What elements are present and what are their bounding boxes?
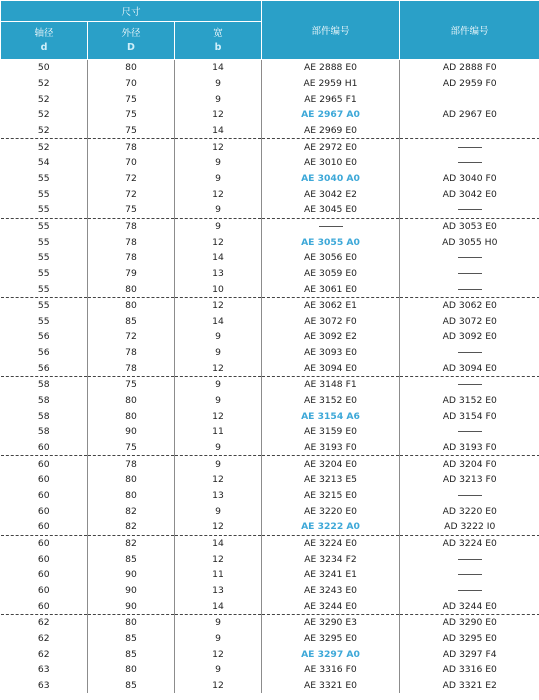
shaft-diameter-symbol: d — [40, 41, 48, 53]
table-row — [1, 598, 539, 614]
width-cell: 9 — [175, 393, 262, 409]
table-row — [1, 139, 539, 155]
ad-part-number-cell: AD 3295 E0 — [400, 631, 539, 647]
ae-part-number-cell: AE 3092 E2 — [262, 329, 400, 345]
ae-part-number-cell: AE 3010 E0 — [262, 155, 400, 171]
outer-diameter-cell: 80 — [88, 472, 175, 488]
table-row — [1, 234, 539, 250]
outer-diameter-cell: 80 — [88, 393, 175, 409]
shaft-diameter-cell: 58 — [37, 379, 50, 391]
dash-placeholder — [458, 147, 482, 148]
shaft-diameter-cell: 56 — [37, 331, 50, 343]
dimensions-header: 尺寸 — [1, 1, 262, 22]
table-row — [1, 583, 539, 599]
outer-diameter-header — [88, 22, 175, 60]
ae-part-number-cell: AE 3159 E0 — [262, 424, 400, 440]
table-row — [1, 631, 539, 647]
ad-part-number-cell — [400, 567, 539, 583]
table-row — [1, 76, 539, 92]
shaft-diameter-cell: 60 — [1, 440, 88, 456]
shaft-diameter-cell: 62 — [37, 632, 50, 644]
ad-part-number-cell — [400, 266, 539, 282]
width-cell: 13 — [175, 488, 262, 504]
shaft-diameter-cell: 63 — [37, 679, 50, 691]
table-row — [1, 171, 539, 187]
width-cell: 10 — [175, 281, 262, 297]
table-row — [1, 377, 539, 393]
table-row — [1, 551, 539, 567]
table-row — [1, 567, 539, 583]
ad-part-number-cell: AD 3152 E0 — [400, 393, 539, 409]
width-cell: 9 — [175, 503, 262, 519]
shaft-diameter-cell: 60 — [37, 584, 50, 596]
shaft-diameter-cell: 60 — [37, 458, 50, 470]
shaft-diameter-cell: 56 — [1, 360, 88, 376]
ae-part-number-cell: AE 2959 H1 — [262, 76, 400, 92]
shaft-diameter-cell: 62 — [37, 648, 50, 660]
ae-part-number-cell: AE 3042 E2 — [262, 186, 400, 202]
outer-diameter-cell: 75 — [88, 107, 175, 123]
table-row — [1, 472, 539, 488]
ae-part-number-cell: AE 3213 E5 — [262, 472, 400, 488]
width-cell: 9 — [175, 377, 262, 393]
ad-part-number-cell: AD 2967 E0 — [400, 107, 539, 123]
table-row — [1, 107, 539, 123]
ae-part-number-cell: AE 3093 E0 — [262, 345, 400, 361]
ae-part-number-cell: AE 3204 E0 — [262, 456, 400, 472]
shaft-diameter-label: 轴径 — [34, 27, 54, 39]
outer-diameter-cell: 78 — [88, 139, 175, 155]
ae-part-number-cell: AE 2969 E0 — [262, 123, 400, 139]
width-cell: 9 — [175, 155, 262, 171]
outer-diameter-cell: 75 — [88, 123, 175, 139]
width-symbol: b — [214, 41, 222, 53]
outer-diameter-cell: 80 — [88, 281, 175, 297]
shaft-diameter-cell: 58 — [37, 410, 50, 422]
table-row — [1, 297, 539, 313]
ad-part-number-cell — [400, 139, 539, 155]
width-cell: 12 — [175, 472, 262, 488]
shaft-diameter-cell: 60 — [37, 569, 50, 581]
width-cell: 9 — [175, 202, 262, 218]
ae-part-number-cell: AE 3234 F2 — [262, 551, 400, 567]
ad-part-number-cell — [400, 202, 539, 218]
table-row — [1, 678, 539, 694]
outer-diameter-symbol: D — [127, 41, 135, 53]
ad-part-number-cell — [400, 91, 539, 107]
dash-placeholder — [458, 574, 482, 575]
width-cell: 14 — [175, 598, 262, 614]
ad-part-number-cell — [400, 377, 539, 393]
width-cell: 12 — [175, 297, 262, 313]
width-cell: 13 — [175, 266, 262, 282]
ae-part-number-cell: AE 3062 E1 — [262, 297, 400, 313]
ad-part-number-cell: AD 3055 H0 — [400, 234, 539, 250]
dash-placeholder — [458, 162, 482, 163]
table-row — [1, 314, 539, 330]
ad-part-number-cell: AD 3053 E0 — [400, 218, 539, 234]
ad-part-number-cell — [400, 345, 539, 361]
table-row — [1, 329, 539, 345]
width-cell: 12 — [175, 139, 262, 155]
shaft-diameter-cell: 60 — [1, 598, 88, 614]
outer-diameter-cell: 80 — [88, 408, 175, 424]
outer-diameter-cell: 75 — [88, 377, 175, 393]
width-cell: 13 — [175, 583, 262, 599]
outer-diameter-cell: 80 — [88, 297, 175, 313]
outer-diameter-cell: 85 — [88, 631, 175, 647]
width-cell: 14 — [175, 123, 262, 139]
table-row — [1, 519, 539, 535]
shaft-diameter-cell: 55 — [37, 220, 50, 232]
ae-part-number-cell: AE 3154 A6 — [262, 408, 400, 424]
outer-diameter-cell: 78 — [88, 360, 175, 376]
table-row — [1, 250, 539, 266]
ae-part-number-cell: AE 3295 E0 — [262, 631, 400, 647]
table-row — [1, 408, 539, 424]
table-row — [1, 202, 539, 218]
ad-part-number-cell: AD 3316 E0 — [400, 662, 539, 678]
outer-diameter-cell: 78 — [88, 345, 175, 361]
ad-part-number-cell: AD 3092 E0 — [400, 329, 539, 345]
width-cell: 9 — [175, 171, 262, 187]
outer-diameter-cell: 90 — [88, 424, 175, 440]
shaft-diameter-header — [1, 22, 88, 60]
width-cell: 12 — [175, 360, 262, 376]
shaft-diameter-cell: 60 — [37, 505, 50, 517]
outer-diameter-cell: 80 — [88, 614, 175, 630]
ae-part-number-cell: AE 3193 F0 — [262, 440, 400, 456]
ad-part-number-cell — [400, 250, 539, 266]
table-row — [1, 456, 539, 472]
ae-part-number-cell: AE 3040 A0 — [262, 171, 400, 187]
outer-diameter-cell: 75 — [88, 202, 175, 218]
shaft-diameter-cell: 55 — [37, 188, 50, 200]
width-cell: 12 — [175, 678, 262, 694]
outer-diameter-cell: 72 — [88, 329, 175, 345]
shaft-diameter-cell: 55 — [37, 300, 50, 312]
ae-part-number-cell: AE 3244 E0 — [262, 598, 400, 614]
ae-part-number-cell: AE 2967 A0 — [262, 107, 400, 123]
width-cell: 12 — [175, 408, 262, 424]
width-cell: 11 — [175, 424, 262, 440]
table-row — [1, 360, 539, 376]
ae-part-number-cell: AE 3061 E0 — [262, 281, 400, 297]
shaft-diameter-cell: 55 — [1, 281, 88, 297]
ae-part-number-cell: AE 3215 E0 — [262, 488, 400, 504]
width-cell: 9 — [175, 456, 262, 472]
ad-part-number-cell: AD 3204 F0 — [400, 456, 539, 472]
ad-part-number-cell: AD 3224 E0 — [400, 535, 539, 551]
width-cell: 14 — [175, 250, 262, 266]
table-row — [1, 123, 539, 139]
dash-placeholder — [458, 495, 482, 496]
width-cell: 14 — [175, 60, 262, 76]
ae-part-number-cell: AE 3220 E0 — [262, 503, 400, 519]
outer-diameter-label: 外径 — [121, 27, 141, 39]
ae-part-number-cell: AE 3297 A0 — [262, 646, 400, 662]
shaft-diameter-cell: 60 — [37, 538, 50, 550]
outer-diameter-cell: 78 — [88, 456, 175, 472]
dash-placeholder — [458, 289, 482, 290]
width-cell: 12 — [175, 107, 262, 123]
ae-part-number-cell: AE 2972 E0 — [262, 139, 400, 155]
part-number-header-1: 部件编号 — [262, 1, 400, 60]
ad-part-number-cell: AD 3220 E0 — [400, 503, 539, 519]
width-label: 宽 — [213, 27, 223, 39]
table-row — [1, 535, 539, 551]
shaft-diameter-cell: 60 — [37, 490, 50, 502]
shaft-diameter-cell: 55 — [37, 252, 50, 264]
ad-part-number-cell: AD 3042 E0 — [400, 186, 539, 202]
table-row — [1, 614, 539, 630]
ad-part-number-cell: AD 3062 E0 — [400, 297, 539, 313]
width-cell: 9 — [175, 440, 262, 456]
dash-placeholder — [458, 273, 482, 274]
ad-part-number-cell — [400, 551, 539, 567]
ae-part-number-cell: AE 3059 E0 — [262, 266, 400, 282]
outer-diameter-cell: 85 — [88, 314, 175, 330]
ad-part-number-cell — [400, 583, 539, 599]
ad-part-number-cell: AD 3321 E2 — [400, 678, 539, 694]
shaft-diameter-cell: 55 — [37, 236, 50, 248]
outer-diameter-cell: 80 — [88, 60, 175, 76]
shaft-diameter-cell: 54 — [37, 157, 50, 169]
ae-part-number-cell: AE 3152 E0 — [262, 393, 400, 409]
outer-diameter-cell: 85 — [88, 551, 175, 567]
shaft-diameter-cell: 52 — [37, 109, 50, 121]
outer-diameter-cell: 90 — [88, 567, 175, 583]
shaft-diameter-cell: 55 — [37, 315, 50, 327]
ad-part-number-cell: AD 3290 E0 — [400, 614, 539, 630]
table-header — [1, 1, 539, 60]
outer-diameter-cell: 78 — [88, 234, 175, 250]
outer-diameter-cell: 90 — [88, 583, 175, 599]
ae-part-number-cell: AE 3321 E0 — [262, 678, 400, 694]
dash-placeholder — [458, 257, 482, 258]
outer-diameter-cell: 79 — [88, 266, 175, 282]
outer-diameter-cell: 90 — [88, 598, 175, 614]
ae-part-number-cell: AE 3241 E1 — [262, 567, 400, 583]
shaft-diameter-cell: 52 — [37, 77, 50, 89]
table-row — [1, 662, 539, 678]
table-row — [1, 646, 539, 662]
outer-diameter-cell: 70 — [88, 76, 175, 92]
ae-part-number-cell: AE 2888 E0 — [262, 60, 400, 76]
width-cell: 14 — [175, 535, 262, 551]
ad-part-number-cell — [400, 488, 539, 504]
width-cell: 9 — [175, 345, 262, 361]
ae-part-number-cell: AE 3222 A0 — [262, 519, 400, 535]
shaft-diameter-cell: 55 — [37, 172, 50, 184]
width-cell: 9 — [175, 614, 262, 630]
width-cell: 12 — [175, 234, 262, 250]
table-row — [1, 60, 539, 76]
shaft-diameter-cell: 55 — [37, 267, 50, 279]
outer-diameter-cell: 75 — [88, 91, 175, 107]
width-cell: 12 — [175, 186, 262, 202]
table-row — [1, 186, 539, 202]
shaft-diameter-cell: 58 — [37, 426, 50, 438]
outer-diameter-cell: 72 — [88, 186, 175, 202]
ae-part-number-cell: AE 3243 E0 — [262, 583, 400, 599]
ad-part-number-cell: AD 3040 F0 — [400, 171, 539, 187]
dash-placeholder — [458, 209, 482, 210]
ad-part-number-cell: AD 3154 F0 — [400, 408, 539, 424]
ae-part-number-cell: AE 3094 E0 — [262, 360, 400, 376]
table-row — [1, 266, 539, 282]
ad-part-number-cell: AD 3072 E0 — [400, 314, 539, 330]
width-cell: 12 — [175, 551, 262, 567]
ad-part-number-cell: AD 3213 F0 — [400, 472, 539, 488]
table-row — [1, 91, 539, 107]
ad-part-number-cell — [400, 424, 539, 440]
shaft-diameter-cell: 52 — [37, 93, 50, 105]
outer-diameter-cell: 75 — [88, 440, 175, 456]
ad-part-number-cell: AD 3094 E0 — [400, 360, 539, 376]
width-cell: 14 — [175, 314, 262, 330]
width-cell: 12 — [175, 646, 262, 662]
shaft-diameter-cell: 56 — [37, 347, 50, 359]
ae-part-number-cell: AE 3055 A0 — [262, 234, 400, 250]
outer-diameter-cell: 70 — [88, 155, 175, 171]
table-row — [1, 218, 539, 234]
table-row — [1, 488, 539, 504]
width-cell: 9 — [175, 329, 262, 345]
ae-part-number-cell: AE 3045 E0 — [262, 202, 400, 218]
table-row — [1, 281, 539, 297]
shaft-diameter-cell: 60 — [37, 474, 50, 486]
ad-part-number-cell — [400, 123, 539, 139]
width-header — [175, 22, 262, 60]
table-row — [1, 155, 539, 171]
dash-placeholder — [319, 226, 343, 227]
shaft-diameter-cell: 63 — [37, 664, 50, 676]
outer-diameter-cell: 80 — [88, 488, 175, 504]
ad-part-number-cell — [400, 155, 539, 171]
shaft-diameter-cell: 55 — [1, 202, 88, 218]
table-row — [1, 503, 539, 519]
ad-part-number-cell: AD 3193 F0 — [400, 440, 539, 456]
width-cell: 9 — [175, 662, 262, 678]
table-row — [1, 345, 539, 361]
ae-part-number-cell: AE 3224 E0 — [262, 535, 400, 551]
outer-diameter-cell: 72 — [88, 171, 175, 187]
dash-placeholder — [458, 384, 482, 385]
ad-part-number-cell: AD 3297 F4 — [400, 646, 539, 662]
outer-diameter-cell: 85 — [88, 646, 175, 662]
width-cell: 9 — [175, 218, 262, 234]
shaft-diameter-cell: 62 — [37, 617, 50, 629]
table-body — [1, 60, 539, 694]
outer-diameter-cell: 78 — [88, 250, 175, 266]
ae-part-number-cell: AE 2965 F1 — [262, 91, 400, 107]
ad-part-number-cell: AD 3222 I0 — [400, 519, 539, 535]
outer-diameter-cell: 80 — [88, 662, 175, 678]
ae-part-number-cell: AE 3072 F0 — [262, 314, 400, 330]
width-cell: 9 — [175, 91, 262, 107]
shaft-diameter-cell: 58 — [37, 395, 50, 407]
dash-placeholder — [458, 559, 482, 560]
ad-part-number-cell: AD 3244 E0 — [400, 598, 539, 614]
outer-diameter-cell: 85 — [88, 678, 175, 694]
shaft-diameter-cell: 60 — [37, 553, 50, 565]
width-cell: 12 — [175, 519, 262, 535]
dash-placeholder — [458, 590, 482, 591]
ae-part-number-cell: AE 3056 E0 — [262, 250, 400, 266]
shaft-diameter-cell: 60 — [1, 519, 88, 535]
outer-diameter-cell: 82 — [88, 535, 175, 551]
shaft-diameter-cell: 52 — [1, 123, 88, 139]
ae-part-number-cell — [262, 218, 400, 234]
ad-part-number-cell — [400, 281, 539, 297]
outer-diameter-cell: 82 — [88, 519, 175, 535]
part-number-header-2: 部件编号 — [400, 1, 539, 60]
dash-placeholder — [458, 431, 482, 432]
ae-part-number-cell: AE 3316 F0 — [262, 662, 400, 678]
table-row — [1, 440, 539, 456]
outer-diameter-cell: 82 — [88, 503, 175, 519]
width-cell: 9 — [175, 76, 262, 92]
width-cell: 11 — [175, 567, 262, 583]
ae-part-number-cell: AE 3290 E3 — [262, 614, 400, 630]
ad-part-number-cell: AD 2959 F0 — [400, 76, 539, 92]
dash-placeholder — [458, 352, 482, 353]
ad-part-number-cell: AD 2888 F0 — [400, 60, 539, 76]
outer-diameter-cell: 78 — [88, 218, 175, 234]
table-row — [1, 393, 539, 409]
width-cell: 9 — [175, 631, 262, 647]
table-row — [1, 424, 539, 440]
shaft-diameter-cell: 52 — [37, 141, 50, 153]
shaft-diameter-cell: 50 — [37, 62, 50, 74]
ae-part-number-cell: AE 3148 F1 — [262, 377, 400, 393]
